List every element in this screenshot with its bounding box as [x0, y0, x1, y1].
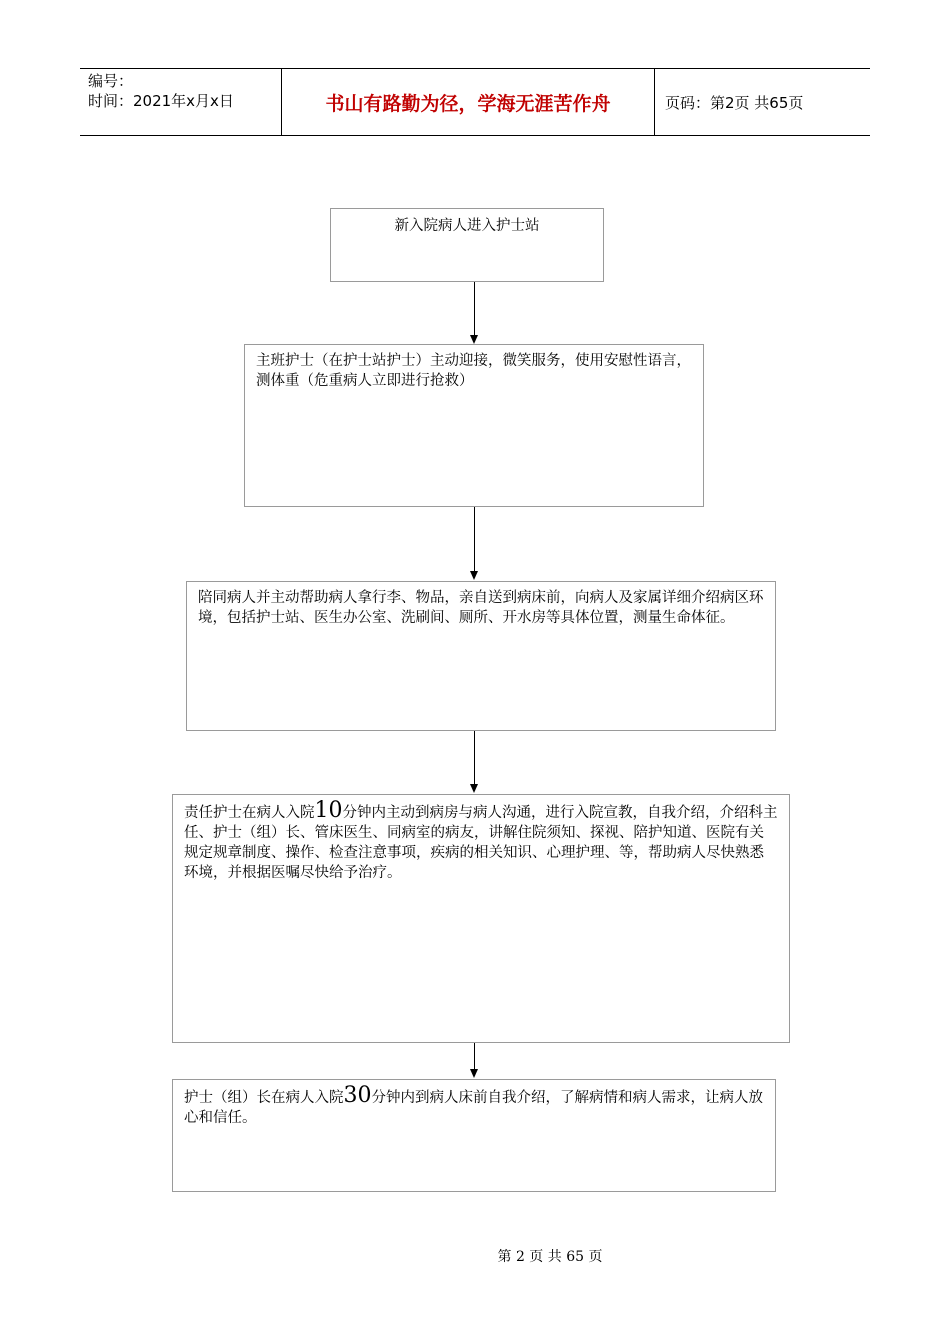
document-time-label: 时间：2021年x月x日	[88, 92, 234, 110]
flow-step-5-text-pre: 护士（组）长在病人入院	[184, 1090, 344, 1106]
flow-step-2	[244, 344, 704, 507]
header-meta	[80, 69, 282, 135]
page-header	[80, 68, 870, 136]
document-number-label: 编号：	[88, 72, 134, 90]
flow-step-5-minutes: 30	[343, 1083, 372, 1108]
flow-step-4-text-post: 分钟内主动到病房与病人沟通，进行入院宣教，自我介绍，介绍科主任、护士（组）长、管床医生、同病室的病友，讲解住院须知、探视、陪护知道、医院有关规定规章制度、操作、检查注意事项，疾病的相关知识、心理护理、等，帮助病人尽快熟悉环境，并根据医嘱尽快给予治疗。	[184, 805, 778, 881]
page-footer: 第 2 页 共 65 页	[497, 1249, 603, 1265]
flow-step-5	[172, 1079, 776, 1192]
flow-step-3-text: 陪同病人并主动帮助病人拿行李、物品，亲自送到病床前，向病人及家属详细介绍病区环境，包括护士站、医生办公室、洗刷间、厕所、开水房等具体位置，测量生命体征。	[198, 590, 764, 626]
flow-step-1-text: 新入院病人进入护士站	[394, 218, 540, 234]
flow-step-3	[186, 581, 776, 731]
flow-step-4-minutes: 10	[314, 798, 343, 823]
header-page-label: 页码：第2页 共65页	[665, 93, 804, 112]
flow-step-4	[172, 794, 790, 1043]
header-motto: 书山有路勤为径，学海无涯苦作舟	[282, 69, 655, 135]
flow-step-5-text-post: 分钟内到病人床前自我介绍，了解病情和病人需求，让病人放心和信任。	[184, 1090, 763, 1126]
flow-step-2-text: 主班护士（在护士站护士）主动迎接，微笑服务，使用安慰性语言，测体重（危重病人立即进行抢救）	[256, 353, 691, 389]
flow-step-4-text-pre: 责任护士在病人入院	[184, 805, 315, 821]
flow-step-1	[330, 208, 604, 282]
